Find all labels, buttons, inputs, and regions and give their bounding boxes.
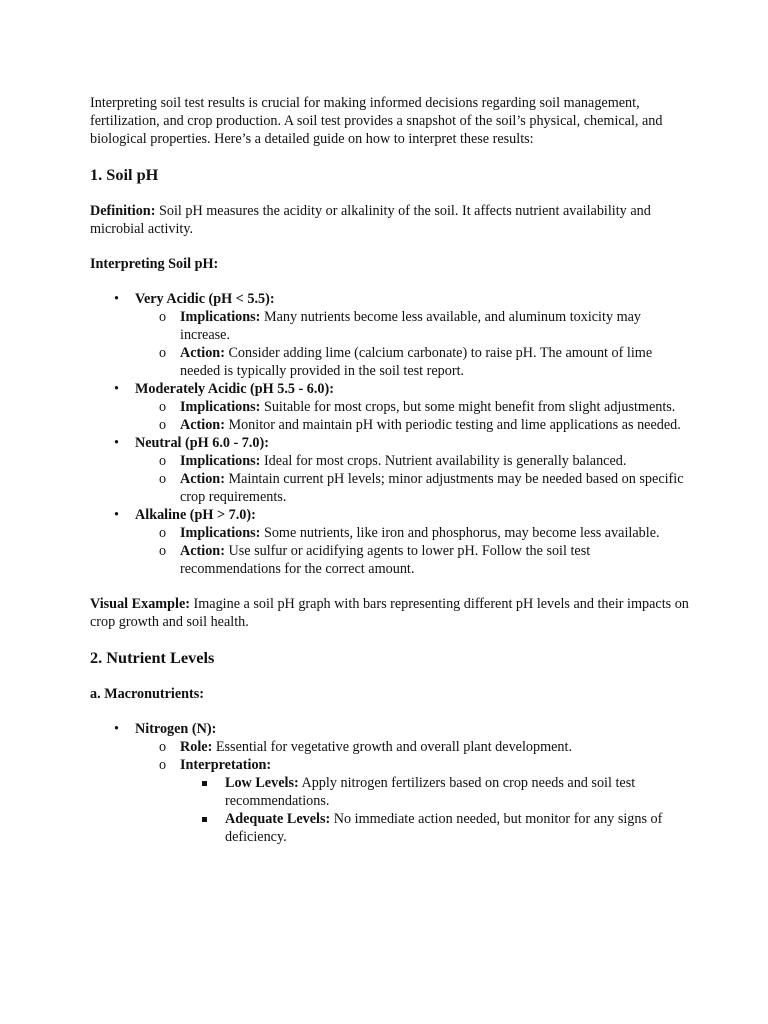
bullet-icon: •: [114, 507, 119, 523]
interpreting-ph-subheading: Interpreting Soil pH:: [90, 256, 219, 272]
list-item: [135, 524, 690, 542]
implications-text: Many nutrients become less available, and aluminum toxicity may increase.: [180, 309, 642, 343]
circle-bullet-icon: o: [159, 345, 167, 361]
definition-text: Soil pH measures the acidity or alkalinity of the soil. It affects nutrient availability and microbial activity.: [90, 203, 651, 237]
list-item: [90, 720, 690, 846]
low-levels-text: Apply nitrogen fertilizers based on crop needs and soil test recommendations.: [225, 775, 636, 809]
list-item: [90, 290, 690, 380]
circle-bullet-icon: o: [159, 543, 167, 559]
bullet-icon: •: [114, 721, 119, 737]
sub-list: [135, 308, 690, 380]
list-item: [90, 380, 690, 434]
low-levels-label: Low Levels:: [225, 775, 299, 791]
macronutrients-subheading: a. Macronutrients:: [90, 686, 205, 702]
list-item: [135, 470, 690, 506]
list-item: [180, 810, 690, 846]
list-item: [135, 344, 690, 380]
circle-bullet-icon: o: [159, 453, 167, 469]
list-item: [135, 542, 690, 578]
role-label: Role:: [180, 739, 213, 755]
implications-label: Implications:: [180, 309, 261, 325]
interpretation-label: Interpretation:: [180, 757, 272, 773]
circle-bullet-icon: o: [159, 309, 167, 325]
macronutrient-list: [90, 720, 690, 846]
implications-label: Implications:: [180, 453, 261, 469]
ph-range-label: Very Acidic (pH < 5.5):: [135, 291, 275, 307]
nutrient-label: Nitrogen (N):: [135, 721, 217, 737]
list-item: [90, 434, 690, 506]
ph-range-label: Neutral (pH 6.0 - 7.0):: [135, 435, 269, 451]
action-label: Action:: [180, 417, 225, 433]
circle-bullet-icon: o: [159, 525, 167, 541]
implications-text: Some nutrients, like iron and phosphorus, may become less available.: [263, 525, 660, 541]
sub-sub-list: [180, 774, 690, 846]
visual-example-paragraph: [90, 595, 690, 631]
circle-bullet-icon: o: [159, 739, 167, 755]
implications-label: Implications:: [180, 399, 261, 415]
list-item: [135, 452, 690, 470]
bullet-icon: •: [114, 381, 119, 397]
implications-text: Ideal for most crops. Nutrient availability is generally balanced.: [263, 453, 627, 469]
adequate-levels-text: No immediate action needed, but monitor for any signs of deficiency.: [225, 811, 663, 845]
definition-paragraph: [90, 202, 690, 238]
action-text: Consider adding lime (calcium carbonate) to raise pH. The amount of lime needed is typically provided in the soil test report.: [180, 345, 653, 379]
role-text: Essential for vegetative growth and overall plant development.: [215, 739, 573, 755]
circle-bullet-icon: o: [159, 471, 167, 487]
list-item: [135, 416, 690, 434]
implications-text: Suitable for most crops, but some might benefit from slight adjustments.: [263, 399, 676, 415]
visual-example-text: Imagine a soil pH graph with bars representing different pH levels and their impacts on crop growth and soil health.: [90, 596, 689, 630]
action-label: Action:: [180, 345, 225, 361]
sub-list: [135, 738, 690, 846]
sub-list: [135, 452, 690, 506]
ph-range-label: Alkaline (pH > 7.0):: [135, 507, 256, 523]
action-text: Maintain current pH levels; minor adjustments may be needed based on specific crop requirements.: [180, 471, 684, 505]
action-label: Action:: [180, 543, 225, 559]
list-item: [135, 756, 690, 846]
list-item: [135, 398, 690, 416]
square-bullet-icon: [202, 817, 207, 822]
list-item: [135, 308, 690, 344]
action-label: Action:: [180, 471, 225, 487]
implications-label: Implications:: [180, 525, 261, 541]
ph-range-label: Moderately Acidic (pH 5.5 - 6.0):: [135, 381, 334, 397]
sub-list: [135, 398, 690, 434]
bullet-icon: •: [114, 435, 119, 451]
circle-bullet-icon: o: [159, 399, 167, 415]
circle-bullet-icon: o: [159, 417, 167, 433]
definition-label: Definition:: [90, 203, 156, 219]
intro-paragraph: Interpreting soil test results is crucial for making informed decisions regarding soil management, fertilization, and crop production. A soil test provides a snapshot of the soil’s physical, chemical, and biological properties. Here’s a detailed guide on how to interpret these results:: [90, 95, 663, 147]
list-item: [135, 738, 690, 756]
section-1-heading: 1. Soil pH: [90, 165, 159, 184]
list-item: [90, 506, 690, 578]
ph-range-list: [90, 290, 690, 578]
adequate-levels-label: Adequate Levels:: [225, 811, 331, 827]
square-bullet-icon: [202, 781, 207, 786]
document-page: [90, 94, 690, 863]
bullet-icon: •: [114, 291, 119, 307]
action-text: Use sulfur or acidifying agents to lower pH. Follow the soil test recommendations for the correct amount.: [180, 543, 591, 577]
sub-list: [135, 524, 690, 578]
circle-bullet-icon: o: [159, 757, 167, 773]
visual-example-label: Visual Example:: [90, 596, 190, 612]
action-text: Monitor and maintain pH with periodic testing and lime applications as needed.: [228, 417, 681, 433]
list-item: [180, 774, 690, 810]
section-2-heading: 2. Nutrient Levels: [90, 648, 215, 667]
